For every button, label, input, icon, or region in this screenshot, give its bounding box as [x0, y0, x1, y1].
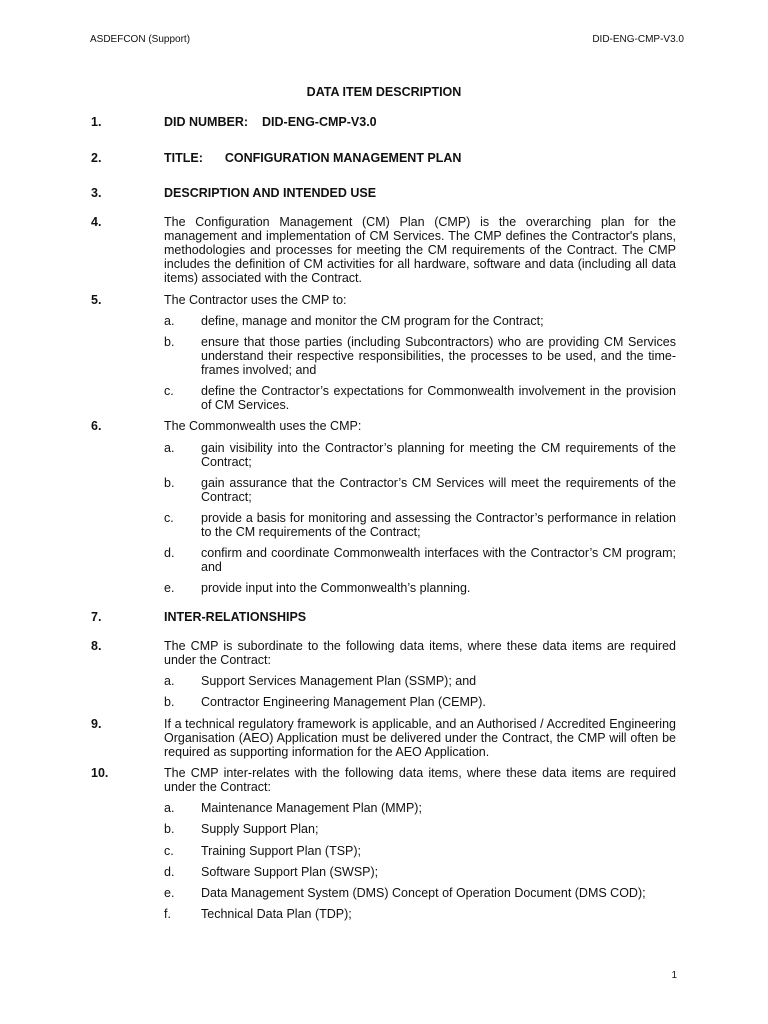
list-text: confirm and coordinate Commonwealth interfaces with the Contractor’s CM program; and: [201, 546, 676, 574]
page-number: 1: [671, 970, 677, 981]
section-number: 2.: [91, 151, 102, 165]
section-number: 9.: [91, 717, 102, 731]
title-line: [164, 151, 676, 165]
list-letter: d.: [164, 865, 175, 879]
list-text: provide input into the Commonwealth’s planning.: [201, 581, 471, 595]
list-text: Support Services Management Plan (SSMP); and: [201, 674, 477, 688]
section-number: 10.: [91, 766, 109, 780]
list-letter: b.: [164, 822, 175, 836]
section-number: 8.: [91, 639, 102, 653]
list-letter: c.: [164, 384, 174, 398]
list-text: define the Contractor’s expectations for Commonwealth involvement in the provision of CM Services.: [201, 384, 676, 412]
list-letter: b.: [164, 335, 175, 349]
section-number: 1.: [91, 115, 102, 129]
list-text: ensure that those parties (including Subcontractors) who are providing CM Services understand their respective responsibilities, the processes to be used, and the time-frames involved; and: [201, 335, 676, 377]
list-text: Data Management System (DMS) Concept of Operation Document (DMS COD);: [201, 886, 646, 900]
list-letter: b.: [164, 476, 175, 490]
list-text: Training Support Plan (TSP);: [201, 844, 362, 858]
did-number-line: [164, 115, 676, 129]
list-text: Maintenance Management Plan (MMP);: [201, 801, 422, 815]
list-text: Technical Data Plan (TDP);: [201, 907, 352, 921]
list-letter: d.: [164, 546, 175, 560]
section-number: 3.: [91, 186, 102, 200]
list-letter: f.: [164, 907, 171, 921]
list-letter: a.: [164, 674, 175, 688]
section-number: 7.: [91, 610, 102, 624]
title-label: TITLE:: [164, 151, 203, 165]
section-number: 6.: [91, 419, 102, 433]
list-letter: a.: [164, 441, 175, 455]
paragraph: The Commonwealth uses the CMP:: [164, 419, 362, 433]
list-text: provide a basis for monitoring and assessing the Contractor’s performance in relation to the CM requirements of the Contract;: [201, 511, 676, 539]
header-right: DID-ENG-CMP-V3.0: [592, 34, 684, 45]
document-title: DATA ITEM DESCRIPTION: [306, 85, 462, 99]
list-letter: b.: [164, 695, 175, 709]
title-value: CONFIGURATION MANAGEMENT PLAN: [224, 151, 462, 165]
list-letter: a.: [164, 314, 175, 328]
section-heading: INTER-RELATIONSHIPS: [164, 610, 307, 624]
list-letter: a.: [164, 801, 175, 815]
list-text: define, manage and monitor the CM program for the Contract;: [201, 314, 544, 328]
section-number: 5.: [91, 293, 102, 307]
list-text: Software Support Plan (SWSP);: [201, 865, 379, 879]
did-number-value: DID-ENG-CMP-V3.0: [262, 115, 377, 129]
list-text: Contractor Engineering Management Plan (CEMP).: [201, 695, 486, 709]
section-number: 4.: [91, 215, 102, 229]
section-heading: DESCRIPTION AND INTENDED USE: [164, 186, 377, 200]
paragraph: The CMP inter-relates with the following data items, where these data items are required under the Contract:: [164, 766, 676, 794]
paragraph: The CMP is subordinate to the following data items, where these data items are required under the Contract:: [164, 639, 676, 667]
paragraph: The Contractor uses the CMP to:: [164, 293, 347, 307]
list-text: gain assurance that the Contractor’s CM Services will meet the requirements of the Contract;: [201, 476, 676, 504]
list-letter: c.: [164, 511, 174, 525]
list-text: gain visibility into the Contractor’s planning for meeting the CM requirements of the Contract;: [201, 441, 676, 469]
header-left: ASDEFCON (Support): [90, 34, 191, 45]
paragraph: The Configuration Management (CM) Plan (CMP) is the overarching plan for the management and implementation of CM Services. The CMP defines the Contractor's plans, methodologies and processes for meeting the CM requirements of the Contract. The CMP includes the definition of CM activities for all hardware, software and data (including all data items) associated with the Contract.: [164, 215, 676, 285]
list-letter: e.: [164, 581, 175, 595]
list-letter: e.: [164, 886, 175, 900]
list-text: Supply Support Plan;: [201, 822, 319, 836]
paragraph: If a technical regulatory framework is applicable, and an Authorised / Accredited Engineering Organisation (AEO) Application must be delivered under the Contract, the CMP will often be required as supporting information for the AEO Application.: [164, 717, 676, 759]
list-letter: c.: [164, 844, 174, 858]
did-number-label: DID NUMBER:: [164, 115, 249, 129]
